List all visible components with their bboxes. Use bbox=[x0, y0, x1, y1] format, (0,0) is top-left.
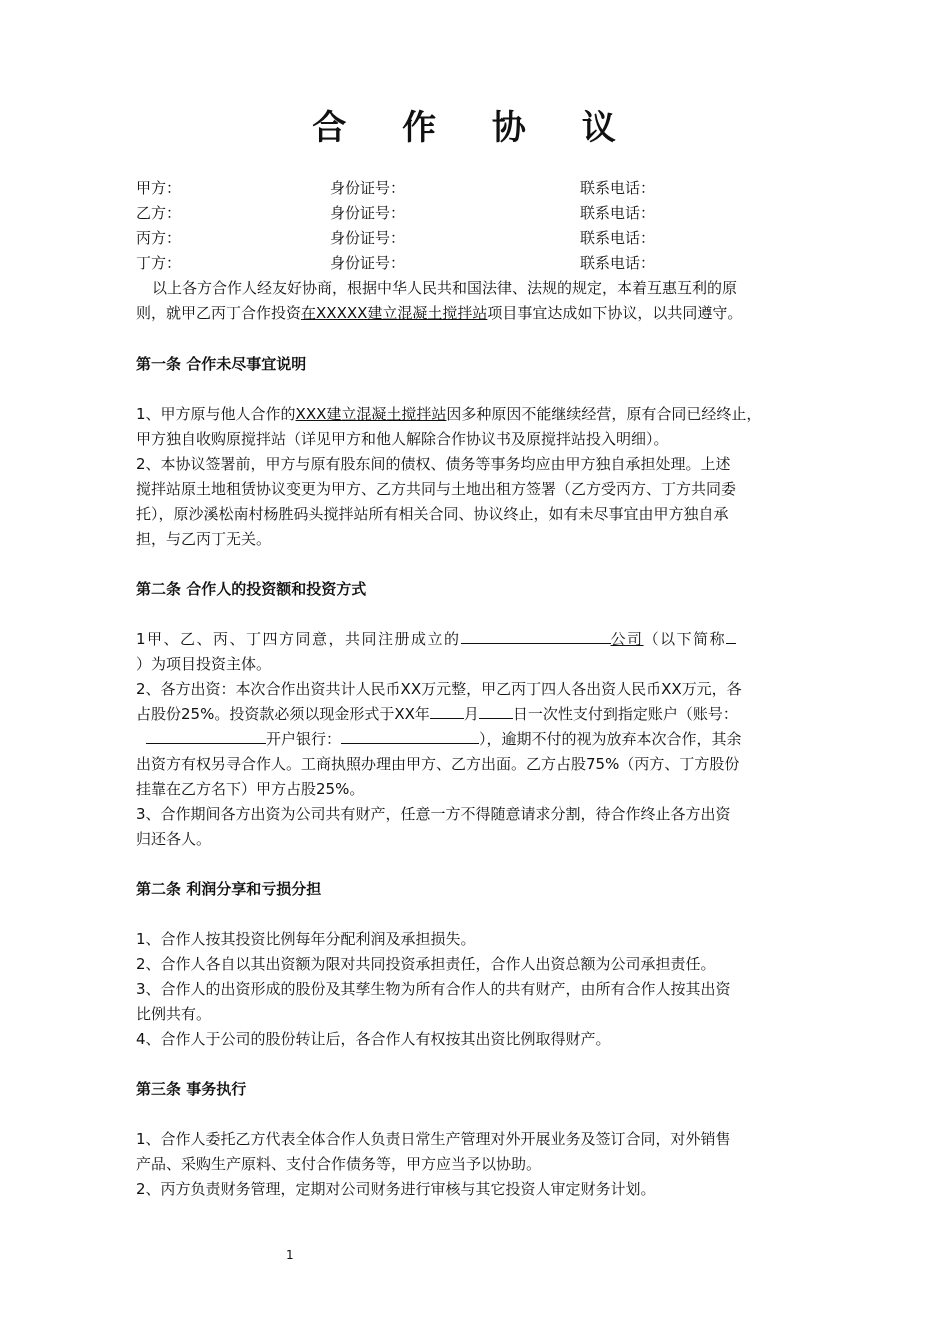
text: 月 bbox=[463, 705, 479, 723]
sec2-p1-line2: ）为项目投资主体。 bbox=[136, 655, 272, 673]
month-blank bbox=[430, 702, 464, 719]
sec2-p2-line5: 挂靠在乙方名下）甲方占股25%。 bbox=[136, 780, 365, 798]
day-blank bbox=[479, 702, 513, 719]
sec4-item: 1、合作人委托乙方代表全体合作人负责日常生产管理对外开展业务及签订合同，对外销售 bbox=[136, 1130, 731, 1148]
text: 日一次性支付到指定账户（账号： bbox=[512, 705, 738, 723]
party-name-label: 丙方： bbox=[136, 229, 182, 247]
sec1-p1-line1 bbox=[136, 402, 816, 427]
party-name-label: 丁方： bbox=[136, 254, 182, 272]
sec3-item: 1、合作人按其投资比例每年分配利润及承担损失。 bbox=[136, 930, 476, 948]
text: 占股份25%。投资款必须以现金形式于XX年 bbox=[136, 705, 430, 723]
sec3-item: 4、合作人于公司的股份转让后，各合作人有权按其出资比例取得财产。 bbox=[136, 1030, 611, 1048]
project-name: 在XXXXX建立混凝土搅拌站 bbox=[301, 304, 488, 322]
text: （以下简称 bbox=[643, 630, 727, 648]
section-heading: 第三条 事务执行 bbox=[136, 1080, 247, 1098]
sec3-item: 比例共有。 bbox=[136, 1005, 212, 1023]
sec4-item: 产品、采购生产原料、支付合作债务等，甲方应当予以协助。 bbox=[136, 1155, 542, 1173]
text: 因多种原因不能继续经营，原有合同已经终止， bbox=[446, 405, 762, 423]
page-number: 1 bbox=[286, 1248, 294, 1262]
station-name: XXX建立混凝土搅拌站 bbox=[295, 405, 447, 423]
text: 1、甲方原与他人合作的 bbox=[136, 405, 296, 423]
company-name-blank bbox=[461, 627, 611, 644]
bank-blank bbox=[341, 727, 479, 744]
party-name-label: 甲方： bbox=[136, 179, 182, 197]
sec2-p2-line4: 出资方有权另寻合作人。工商执照办理由甲方、乙方出面。乙方占股75%（丙方、丁方股份 bbox=[136, 755, 740, 773]
sec2-p2-line3 bbox=[136, 727, 816, 752]
sec3-item: 3、合作人的出资形成的股份及其孳生物为所有合作人的共有财产，由所有合作人按其出资 bbox=[136, 980, 731, 998]
party-id-label: 身份证号： bbox=[330, 204, 406, 222]
document-title: 合 作 协 议 bbox=[312, 108, 638, 148]
sec2-p3-line2: 归还各人。 bbox=[136, 830, 212, 848]
party-id-label: 身份证号： bbox=[330, 179, 406, 197]
section-heading: 第二条 合作人的投资额和投资方式 bbox=[136, 580, 367, 598]
sec1-p1-line2: 甲方独自收购原搅拌站（详见甲方和他人解除合作协议书及原搅拌站投入明细）。 bbox=[136, 430, 669, 448]
sec2-p2-line2 bbox=[136, 702, 816, 727]
abbreviation-blank bbox=[726, 627, 736, 644]
party-name-label: 乙方： bbox=[136, 204, 182, 222]
sec2-p3-line1: 3、合作期间各方出资为公司共有财产，任意一方不得随意请求分割，待合作终止各方出资 bbox=[136, 805, 731, 823]
section-heading: 第二条 利润分享和亏损分担 bbox=[136, 880, 322, 898]
intro-text: 项目事宜达成如下协议，以共同遵守。 bbox=[487, 304, 743, 322]
sec2-p1-line1 bbox=[136, 627, 816, 652]
party-phone-label: 联系电话： bbox=[580, 254, 656, 272]
party-phone-label: 联系电话： bbox=[580, 179, 656, 197]
text: 1甲、乙、丙、丁四方同意，共同注册成立的 bbox=[136, 630, 461, 648]
party-phone-label: 联系电话： bbox=[580, 229, 656, 247]
sec1-p2-line1: 2、本协议签署前，甲方与原有股东间的债权、债务等事务均应由甲方独自承担处理。上述 bbox=[136, 455, 731, 473]
sec4-item: 2、丙方负责财务管理，定期对公司财务进行审核与其它投资人审定财务计划。 bbox=[136, 1180, 656, 1198]
intro-line-2 bbox=[136, 301, 816, 326]
sec3-item: 2、合作人各自以其出资额为限对共同投资承担责任，合作人出资总额为公司承担责任。 bbox=[136, 955, 716, 973]
text: ），逾期不付的视为放弃本次合作，其余 bbox=[479, 730, 742, 748]
party-phone-label: 联系电话： bbox=[580, 204, 656, 222]
party-id-label: 身份证号： bbox=[330, 254, 406, 272]
company-label: 公司 bbox=[610, 630, 644, 648]
sec1-p2-line2: 搅拌站原土地租赁协议变更为甲方、乙方共同与土地出租方签署（乙方受丙方、丁方共同委 bbox=[136, 480, 737, 498]
text: 开户银行： bbox=[266, 730, 342, 748]
intro-text: 则，就甲乙丙丁合作投资 bbox=[136, 304, 302, 322]
sec1-p2-line3: 托），原沙溪松南村杨胜码头搅拌站所有相关合同、协议终止，如有未尽事宜由甲方独自承 bbox=[136, 505, 729, 523]
party-id-label: 身份证号： bbox=[330, 229, 406, 247]
account-blank bbox=[146, 727, 266, 744]
sec2-p2-line1: 2、各方出资：本次合作出资共计人民币XX万元整，甲乙丙丁四人各出资人民币XX万元，各 bbox=[136, 680, 742, 698]
section-heading: 第一条 合作未尽事宜说明 bbox=[136, 355, 307, 373]
sec1-p2-line4: 担，与乙丙丁无关。 bbox=[136, 530, 272, 548]
intro-line-1: 以上各方合作人经友好协商，根据中华人民共和国法律、法规的规定，本着互惠互利的原 bbox=[152, 279, 738, 297]
